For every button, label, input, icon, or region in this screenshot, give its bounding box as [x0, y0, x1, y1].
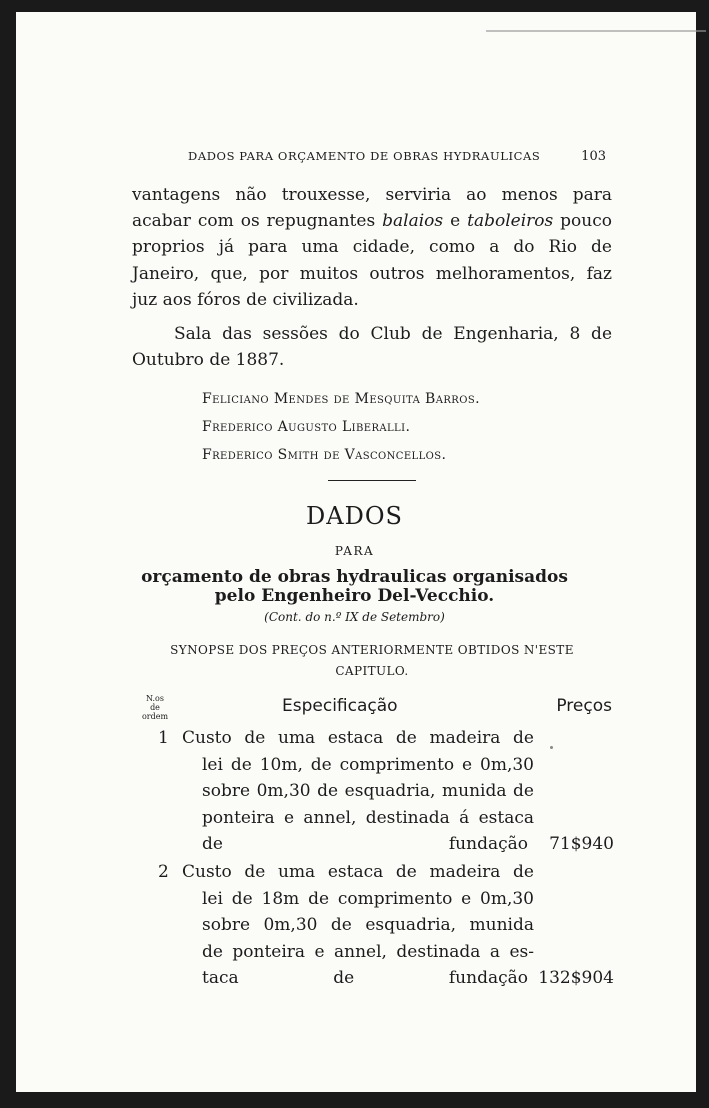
row-line: de ponteira e annel, destinada a es- — [202, 941, 534, 962]
heading-line: orçamento de obras hydraulicas organisados — [141, 567, 568, 587]
paragraph-line: Janeiro, que, por muitos outros melhoramentos, faz — [132, 263, 612, 284]
row-description — [182, 725, 534, 858]
column-precos: Preços — [556, 696, 612, 716]
column-ordem — [140, 694, 170, 721]
paragraph-line: juz aos fóros de civilizada. — [132, 289, 359, 310]
row-price: 71$940 — [549, 834, 614, 854]
italic-word: balaios — [382, 211, 444, 232]
section-subtitle: PARA — [334, 544, 375, 558]
row-number: 2 — [158, 862, 169, 882]
row-description — [182, 859, 534, 992]
column-especificacao: Especificação — [282, 696, 398, 716]
document-page — [16, 12, 696, 1092]
ordem-label: de — [150, 703, 160, 712]
italic-word: taboleiros — [467, 211, 554, 232]
running-title: DADOS PARA ORÇAMENTO DE OBRAS HYDRAULICAS — [188, 149, 541, 163]
row-line: taca de fundação — [202, 968, 528, 989]
ordem-label: ordem — [141, 712, 169, 721]
paragraph-2 — [132, 321, 612, 373]
paragraph-line: vantagens não trouxesse, serviria ao menos para — [132, 185, 612, 205]
scan-artifact — [486, 30, 706, 32]
row-line: lei de 10m, de comprimento e 0m,30 — [202, 754, 534, 775]
row-line: de fundação — [202, 834, 528, 855]
signature-line: Frederico Augusto Liberalli. — [202, 419, 411, 435]
synopse-line: CAPITULO. — [335, 664, 409, 678]
heading-line: pelo Engenheiro Del-Vecchio. — [214, 586, 495, 606]
table-header — [132, 692, 620, 724]
signature-line: Frederico Smith de Vasconcellos. — [202, 447, 447, 463]
running-header — [188, 149, 606, 164]
section-title: DADOS — [306, 502, 403, 530]
synopse-line: SYNOPSE DOS PREÇOS ANTERIORMENTE OBTIDOS N'ESTE — [170, 643, 574, 657]
paragraph-line: Sala das sessões do Club de Engenharia, 8 de — [174, 324, 612, 344]
paragraph-1 — [132, 182, 612, 313]
row-line: sobre 0m,30 de esquadria, munida de — [202, 781, 534, 802]
signature-line: Feliciano Mendes de Mesquita Barros. — [202, 391, 480, 407]
paragraph-line: proprios já para uma cidade, como a do Rio de — [132, 237, 612, 258]
row-line: Custo de uma estaca de madeira de — [182, 862, 534, 882]
ordem-label: N.os — [146, 694, 164, 703]
row-line: sobre 0m,30 de esquadria, munida — [202, 915, 534, 936]
scan-speck — [550, 746, 553, 749]
row-line: lei de 18m de comprimento e 0m,30 — [202, 888, 534, 909]
row-line: Custo de uma estaca de madeira de — [182, 728, 534, 748]
page-number: 103 — [581, 149, 606, 164]
section-heading — [0, 568, 709, 606]
paragraph-line: Outubro de 1887. — [132, 350, 285, 371]
row-price: 132$904 — [538, 968, 614, 988]
section-divider — [328, 480, 416, 481]
synopse-heading — [134, 640, 610, 682]
paragraph-line: acabar com os repugnantes balaios e taboleiros pouco — [132, 211, 612, 232]
signatures — [202, 385, 480, 469]
continuation-note: (Cont. do n.º IX de Setembro) — [264, 610, 445, 624]
row-line: ponteira e annel, destinada á estaca — [202, 807, 534, 828]
row-number: 1 — [158, 728, 169, 748]
